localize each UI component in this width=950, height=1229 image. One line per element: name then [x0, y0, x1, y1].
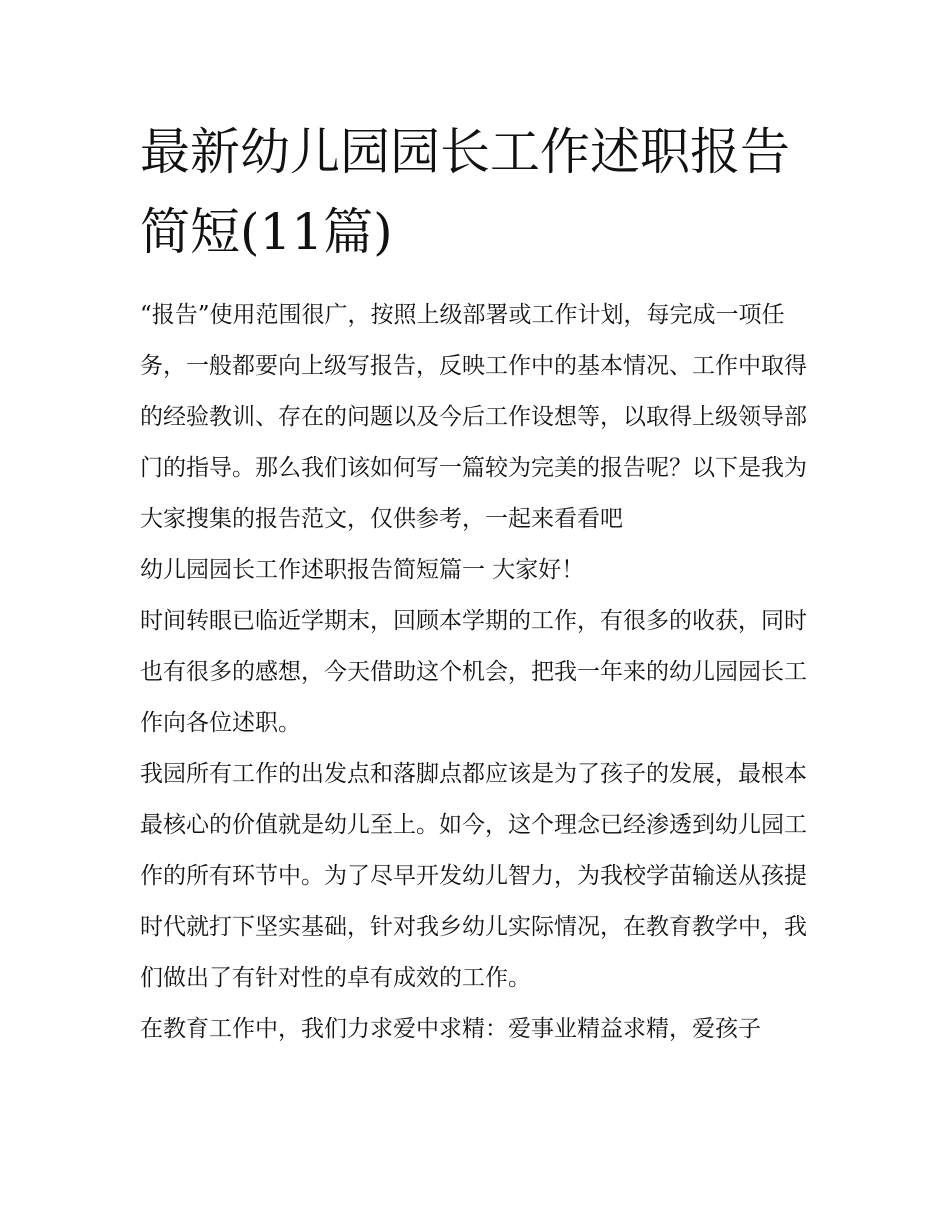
- document-title: 最新幼儿园园长工作述职报告简短(11篇): [140, 123, 790, 261]
- body-paragraph-1: 时间转眼已临近学期末，回顾本学期的工作，有很多的收获，同时也有很多的感想，今天借助这个机会，把我一年来的幼儿园园长工作向各位述职。: [140, 608, 807, 736]
- body-paragraph-3: 在教育工作中，我们力求爱中求精：爱事业精益求精，爱孩子: [140, 1016, 761, 1042]
- document-page: [140, 112, 812, 1055]
- section-heading: 幼儿园园长工作述职报告简短篇一 大家好！: [140, 557, 585, 583]
- intro-paragraph: “报告”使用范围很广，按照上级部署或工作计划，每完成一项任务，一般都要向上级写报告，反映工作中的基本情况、工作中取得的经验教训、存在的问题以及今后工作设想等，以取得上级领导部门的指导。那么我们该如何写一篇较为完美的报告呢？以下是我为大家搜集的报告范文，仅供参考，一起来看看吧: [140, 302, 807, 532]
- body-paragraph-2: 我园所有工作的出发点和落脚点都应该是为了孩子的发展，最根本最核心的价值就是幼儿至上。如今，这个理念已经渗透到幼儿园工作的所有环节中。为了尽早开发幼儿智力，为我校学苗输送从孩提时代就打下坚实基础，针对我乡幼儿实际情况，在教育教学中，我们做出了有针对性的卓有成效的工作。: [140, 761, 807, 991]
